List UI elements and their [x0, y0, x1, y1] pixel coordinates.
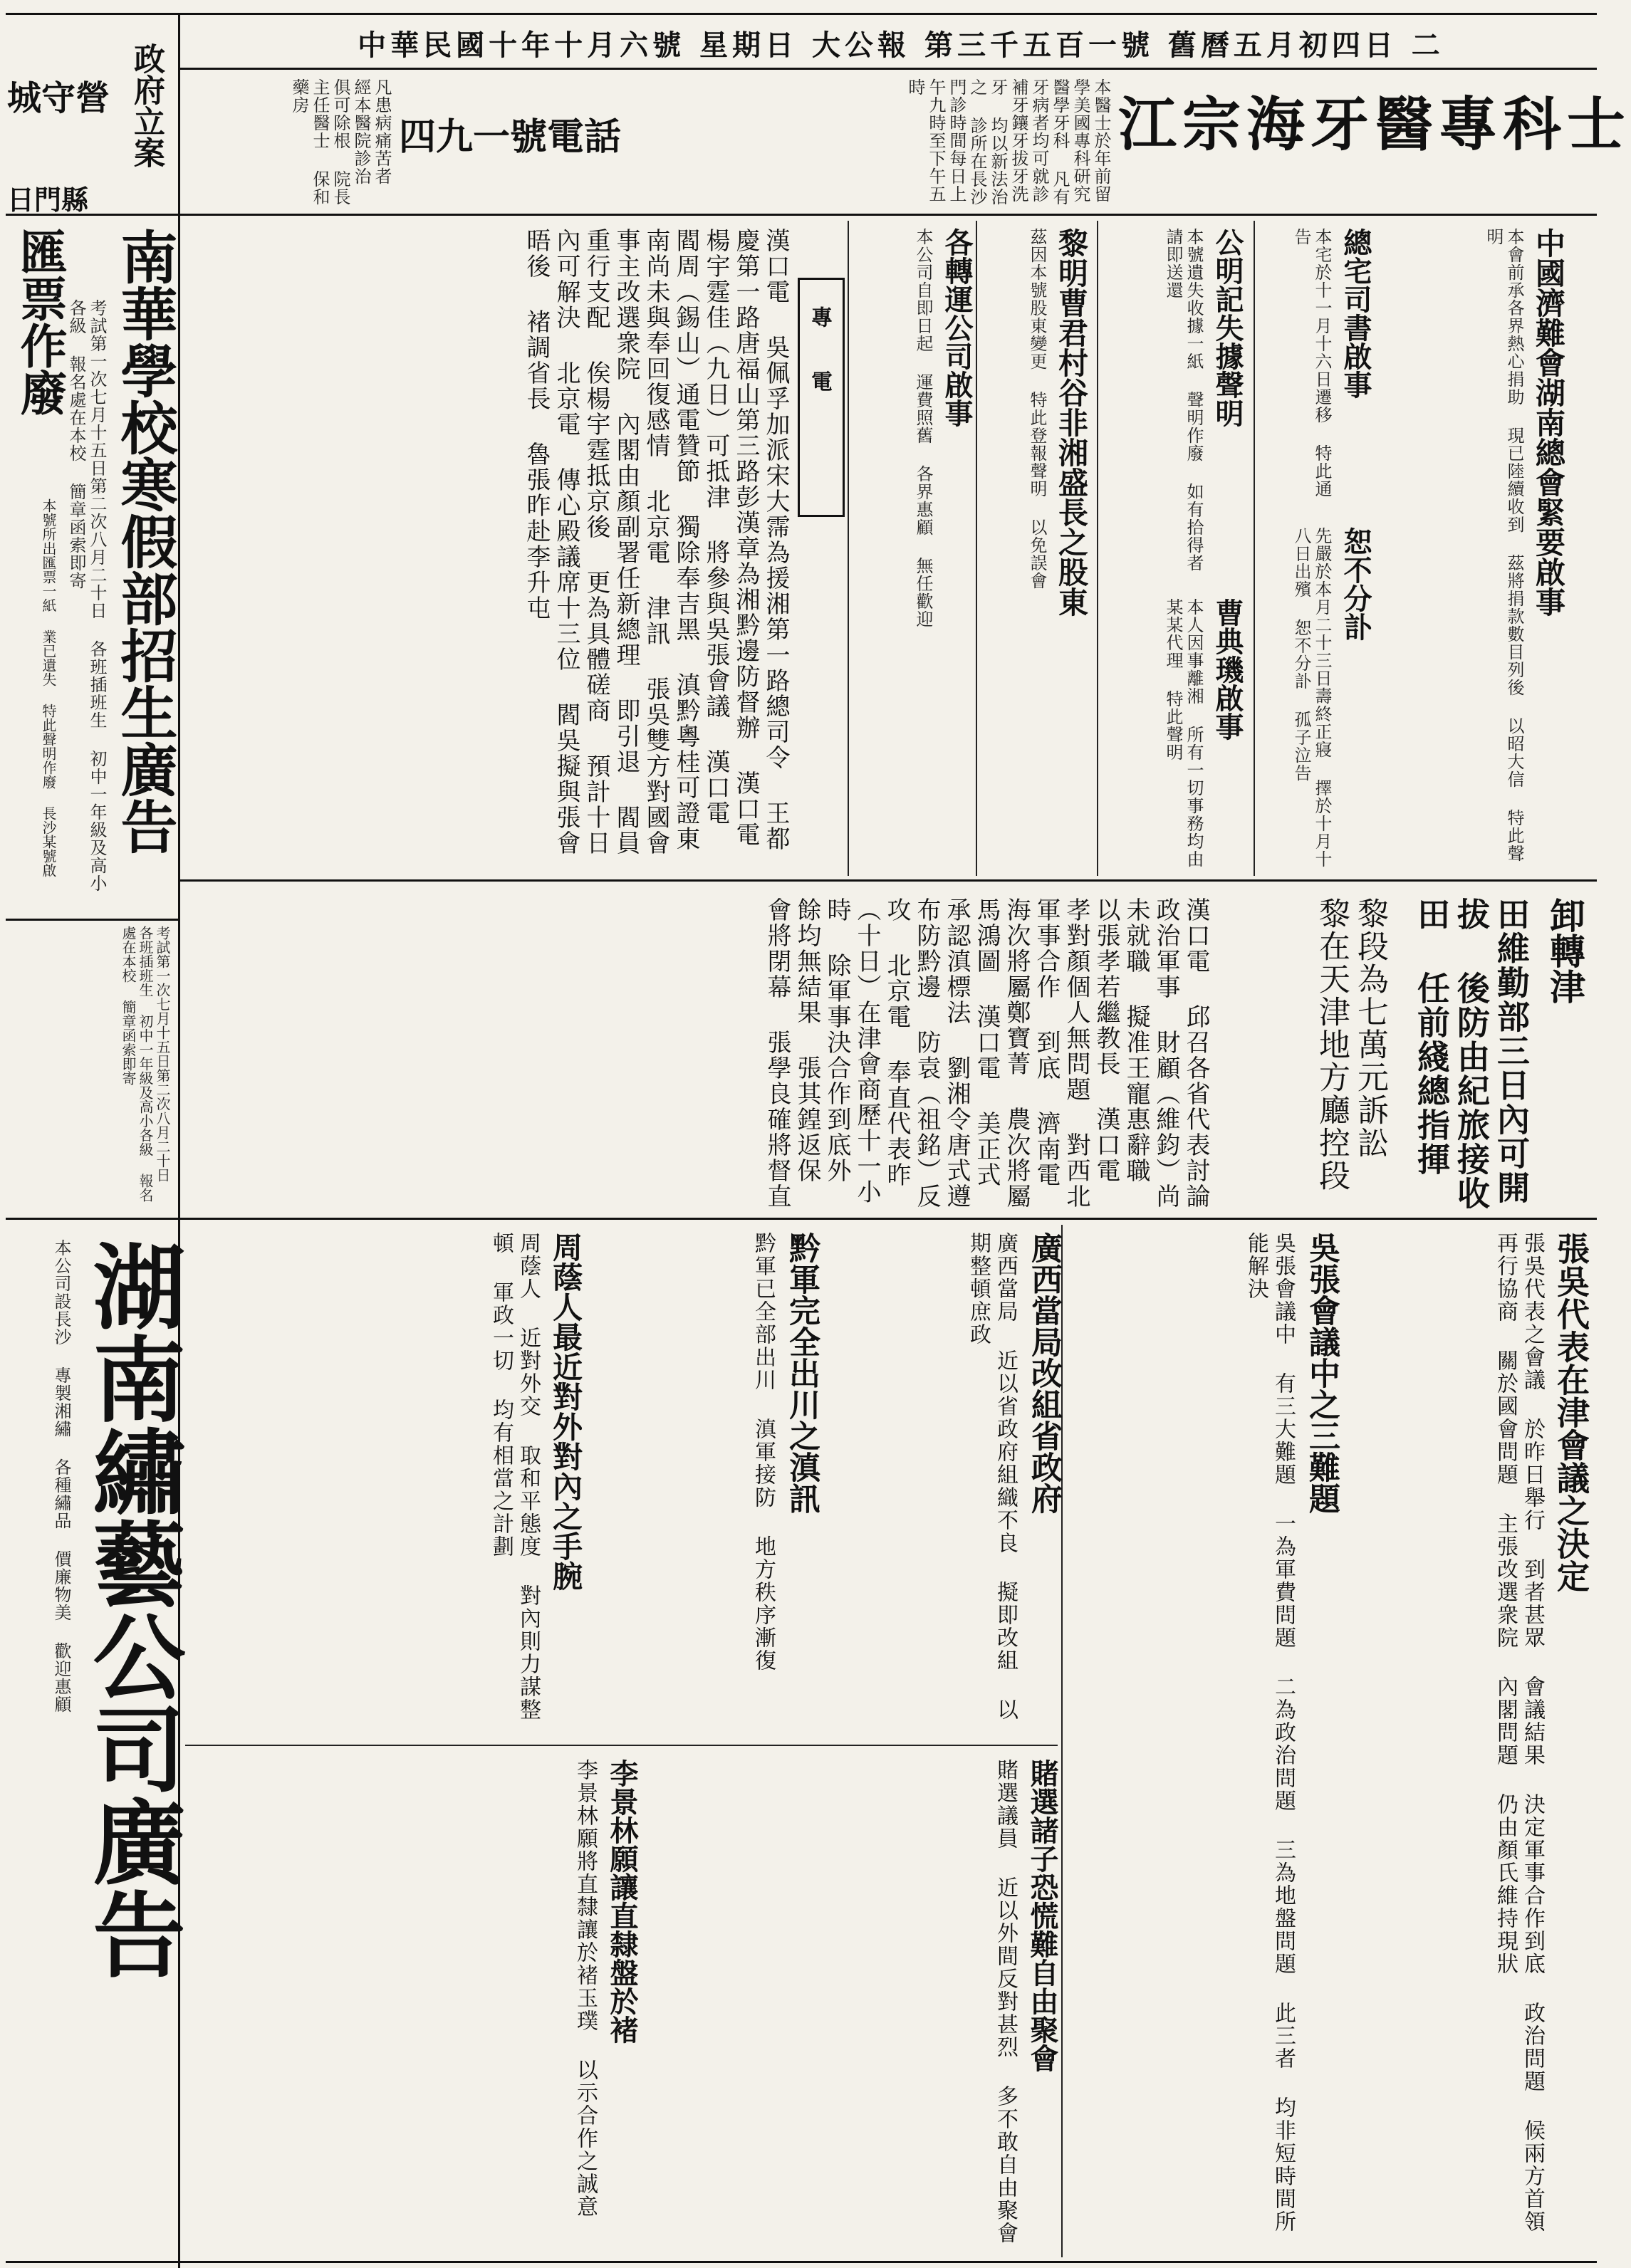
chamber-notice-body: 本會前承各界熱心捐助 現已陸續收到 茲將捐款數目列後 以昭大信 特此聲明: [1484, 228, 1524, 862]
telegram-item-10: 北京電 奉直代表昨（十日）在津會商歷十一小時 除軍事決合作到底外 餘均無結果 張其鍠返保 會將閉幕 張學良確將督直: [763, 897, 911, 1209]
shareholder-notice-body: 茲因本號股東變更 特此登報聲明 以免誤會: [1027, 228, 1047, 590]
register-notice-title: 曹典璣啟事: [1211, 598, 1244, 741]
gambling-title: 賭選諸子恐慌難自由聚會: [1026, 1759, 1059, 2072]
telegram-item-8: 濟南電 海次將屬鄭寶菁 農次將屬馬鴻圖: [972, 897, 1061, 1209]
transfer-body: 田維勤部三日內可開拔 後防由紀旅接收田 任前綫總指揮: [1412, 897, 1531, 1211]
telegram-items: [192, 228, 791, 869]
guangxi-title: 廣西當局改組省政府: [1026, 1232, 1062, 1514]
zhou-title: 周蔭人最近對外對內之手腕: [548, 1232, 583, 1591]
bill-void-title: 匯票作廢: [12, 228, 68, 416]
gambling-body: 賭選議員 近以外間反對甚烈 多不敢自由聚會: [993, 1759, 1018, 2245]
residence-notice-body: 本宅於十一月十六日遷移 特此通告: [1291, 228, 1332, 498]
school-ad-title: 南華學校寒假部招生廣告: [111, 228, 178, 855]
chamber-notice-title: 中國濟難會湖南總會緊要啟事: [1531, 228, 1566, 617]
lost-notice-title: 公明記失據聲明: [1211, 228, 1244, 427]
pardon-notice-title: 恕不分訃: [1339, 527, 1372, 641]
lost-notice-body: 本號遺失收據一紙 聲明作廢 如有拾得者 請即送還: [1163, 228, 1204, 572]
hospital-ad-title: 四九一號電話: [399, 115, 622, 159]
zhang-wu-body: 張吳代表之會議 於昨日舉行 到者甚眾 會議結果 決定軍事合作到底 政治問題 候兩方首領再行協商 關於國會問題 主張改選衆院 內閣問題 仍由顏氏維持現狀: [1493, 1232, 1545, 2233]
guangxi-body: 廣西當局 近以省政府組織不良 擬即改組 以期整頓庶政: [966, 1232, 1018, 1721]
pardon-notice-body: 先嚴於本月二十三日壽終正寢 擇於十月十八日出殯 恕不分訃 孤子泣告: [1291, 527, 1332, 868]
hospital-ad-body: 凡患病痛苦者 經本醫院診治 俱可除根 院長主任醫士 保和藥房: [289, 78, 392, 206]
shareholder-notice-title: 黎明曹君村谷非湘盛長之股東: [1054, 228, 1089, 617]
register-notice-body: 本人因事離湘 所有一切事務均由某某代理 特此聲明: [1163, 598, 1204, 868]
embroidery-ad-title: 湖南繡藝公司廣告: [78, 1239, 187, 1980]
telegram-item-7: 漢口電 孝對顏個人無問題 對西北軍事合作 到底: [1032, 897, 1120, 1209]
transport-notice-body: 本公司自即日起 運費照舊 各界惠顧 無任歡迎: [913, 228, 933, 628]
telegram-item-3: 漢口電 閻周（錫山）通電贊節 獨除奉吉黑 滇黔粵桂可證東南尚未與奉回復感情: [642, 228, 730, 852]
dental-ad-title: 江宗海牙醫專科士: [1118, 90, 1631, 159]
gov-notice-3: 日門縣: [7, 184, 89, 216]
dental-ad-body: 本醫士於年前留學美國專科研究醫學牙科 凡有牙病者均可就診 補牙鑲牙拔牙洗牙 均以新法治之 診所在長沙 門診時間每日上午九時至下午五時: [905, 78, 1111, 206]
school-ad-body: 考試第一次七月十五日第二次八月二十日 各班插班生 初中一年級及高小各級 報名處在本校 簡章函索即寄: [66, 299, 107, 892]
army-title: 黔軍完全出川之滇訊: [783, 1232, 820, 1514]
telegram-item-6: 漢口電 邱召各省代表討論政治軍事 財顧（維鈞）尚未就職 擬准王寵惠辭職 以張孝若繼教長: [1092, 897, 1210, 1209]
telegram-item-9: 漢口電 美正式承認滇標法 劉湘令唐式遵布防黔邊 防袁（祖銘）反攻: [882, 897, 1001, 1209]
li-duan-body: 黎段為七萬元訴訟 黎在天津地方廳控段: [1313, 897, 1388, 1192]
transport-notice-title: 各轉運公司啟事: [940, 228, 974, 427]
zhang-wu-title: 張吳代表在津會議之決定: [1552, 1232, 1590, 1592]
gov-notice-2: 城守營: [7, 78, 110, 118]
embroidery-ad-body: 本公司設長沙 專製湘繡 各種繡品 價廉物美 歡迎惠顧: [51, 1239, 71, 1713]
telegram-item-5: 北京電 傳心殿議席十三位 閻吳擬與張會晤後 褚調省長 魯張昨赴李升屯: [522, 228, 580, 856]
masthead-date-line: 中華民國十年十月六號 星期日 大公報 第三千五百一號 舊曆五月初四日 二: [358, 28, 1444, 62]
gov-notice-1: 政府立案: [128, 43, 165, 168]
telegram-item-2: 漢口電 楊宇霆佳（九日）可抵津 將參與吳張會議: [702, 228, 760, 847]
residence-notice-title: 總宅司書啟事: [1339, 228, 1372, 399]
telegram-item-1: 漢口電 吳佩孚加派宋大霈為援湘第一路總司令 王都慶第一路唐福山第三路彭漢章為湘黔邊防督辦: [731, 228, 790, 852]
telegram-items-cont: [192, 897, 1211, 1211]
transfer-title: 卸轉津: [1544, 897, 1586, 1004]
bill-void-body: 本號所出匯票一紙 業已遺失 特此聲明作廢 長沙某號啟: [40, 498, 57, 877]
three-difficulties-title: 吳張會議中之三難題: [1303, 1232, 1340, 1514]
zhou-body: 周蔭人 近對外交 取和平態度 對內則力謀整頓 軍政一切 均有相當之計劃: [489, 1232, 541, 1721]
li-jinglin-title: 李景林願讓直隸盤於褚: [605, 1759, 639, 2044]
telegram-section-label: 專電: [807, 306, 832, 434]
school-ad-addendum: 考試第一次七月十五日第二次八月二十日 各班插班生 初中一年級及高小各級 報名處在本校 簡章函索即寄: [120, 926, 171, 1202]
li-jinglin-body: 李景林願將直隸讓於褚玉璞 以示合作之誠意: [573, 1759, 598, 2218]
army-body: 黔軍已全部出川 滇軍接防 地方秩序漸復: [751, 1232, 776, 1672]
three-difficulties-body: 吳張會議中 有三大難題 一為軍費問題 二為政治問題 三為地盤問題 此三者 均非短時間所能解決: [1244, 1232, 1296, 2233]
telegram-item-4: 北京電 津訊 張吳雙方對國會事主改選衆院 內閣由顏副署任新總理 即引退 閻員重行支配 俟楊宇霆抵京後 更為具體磋商 預計十日內可解決: [552, 228, 670, 856]
